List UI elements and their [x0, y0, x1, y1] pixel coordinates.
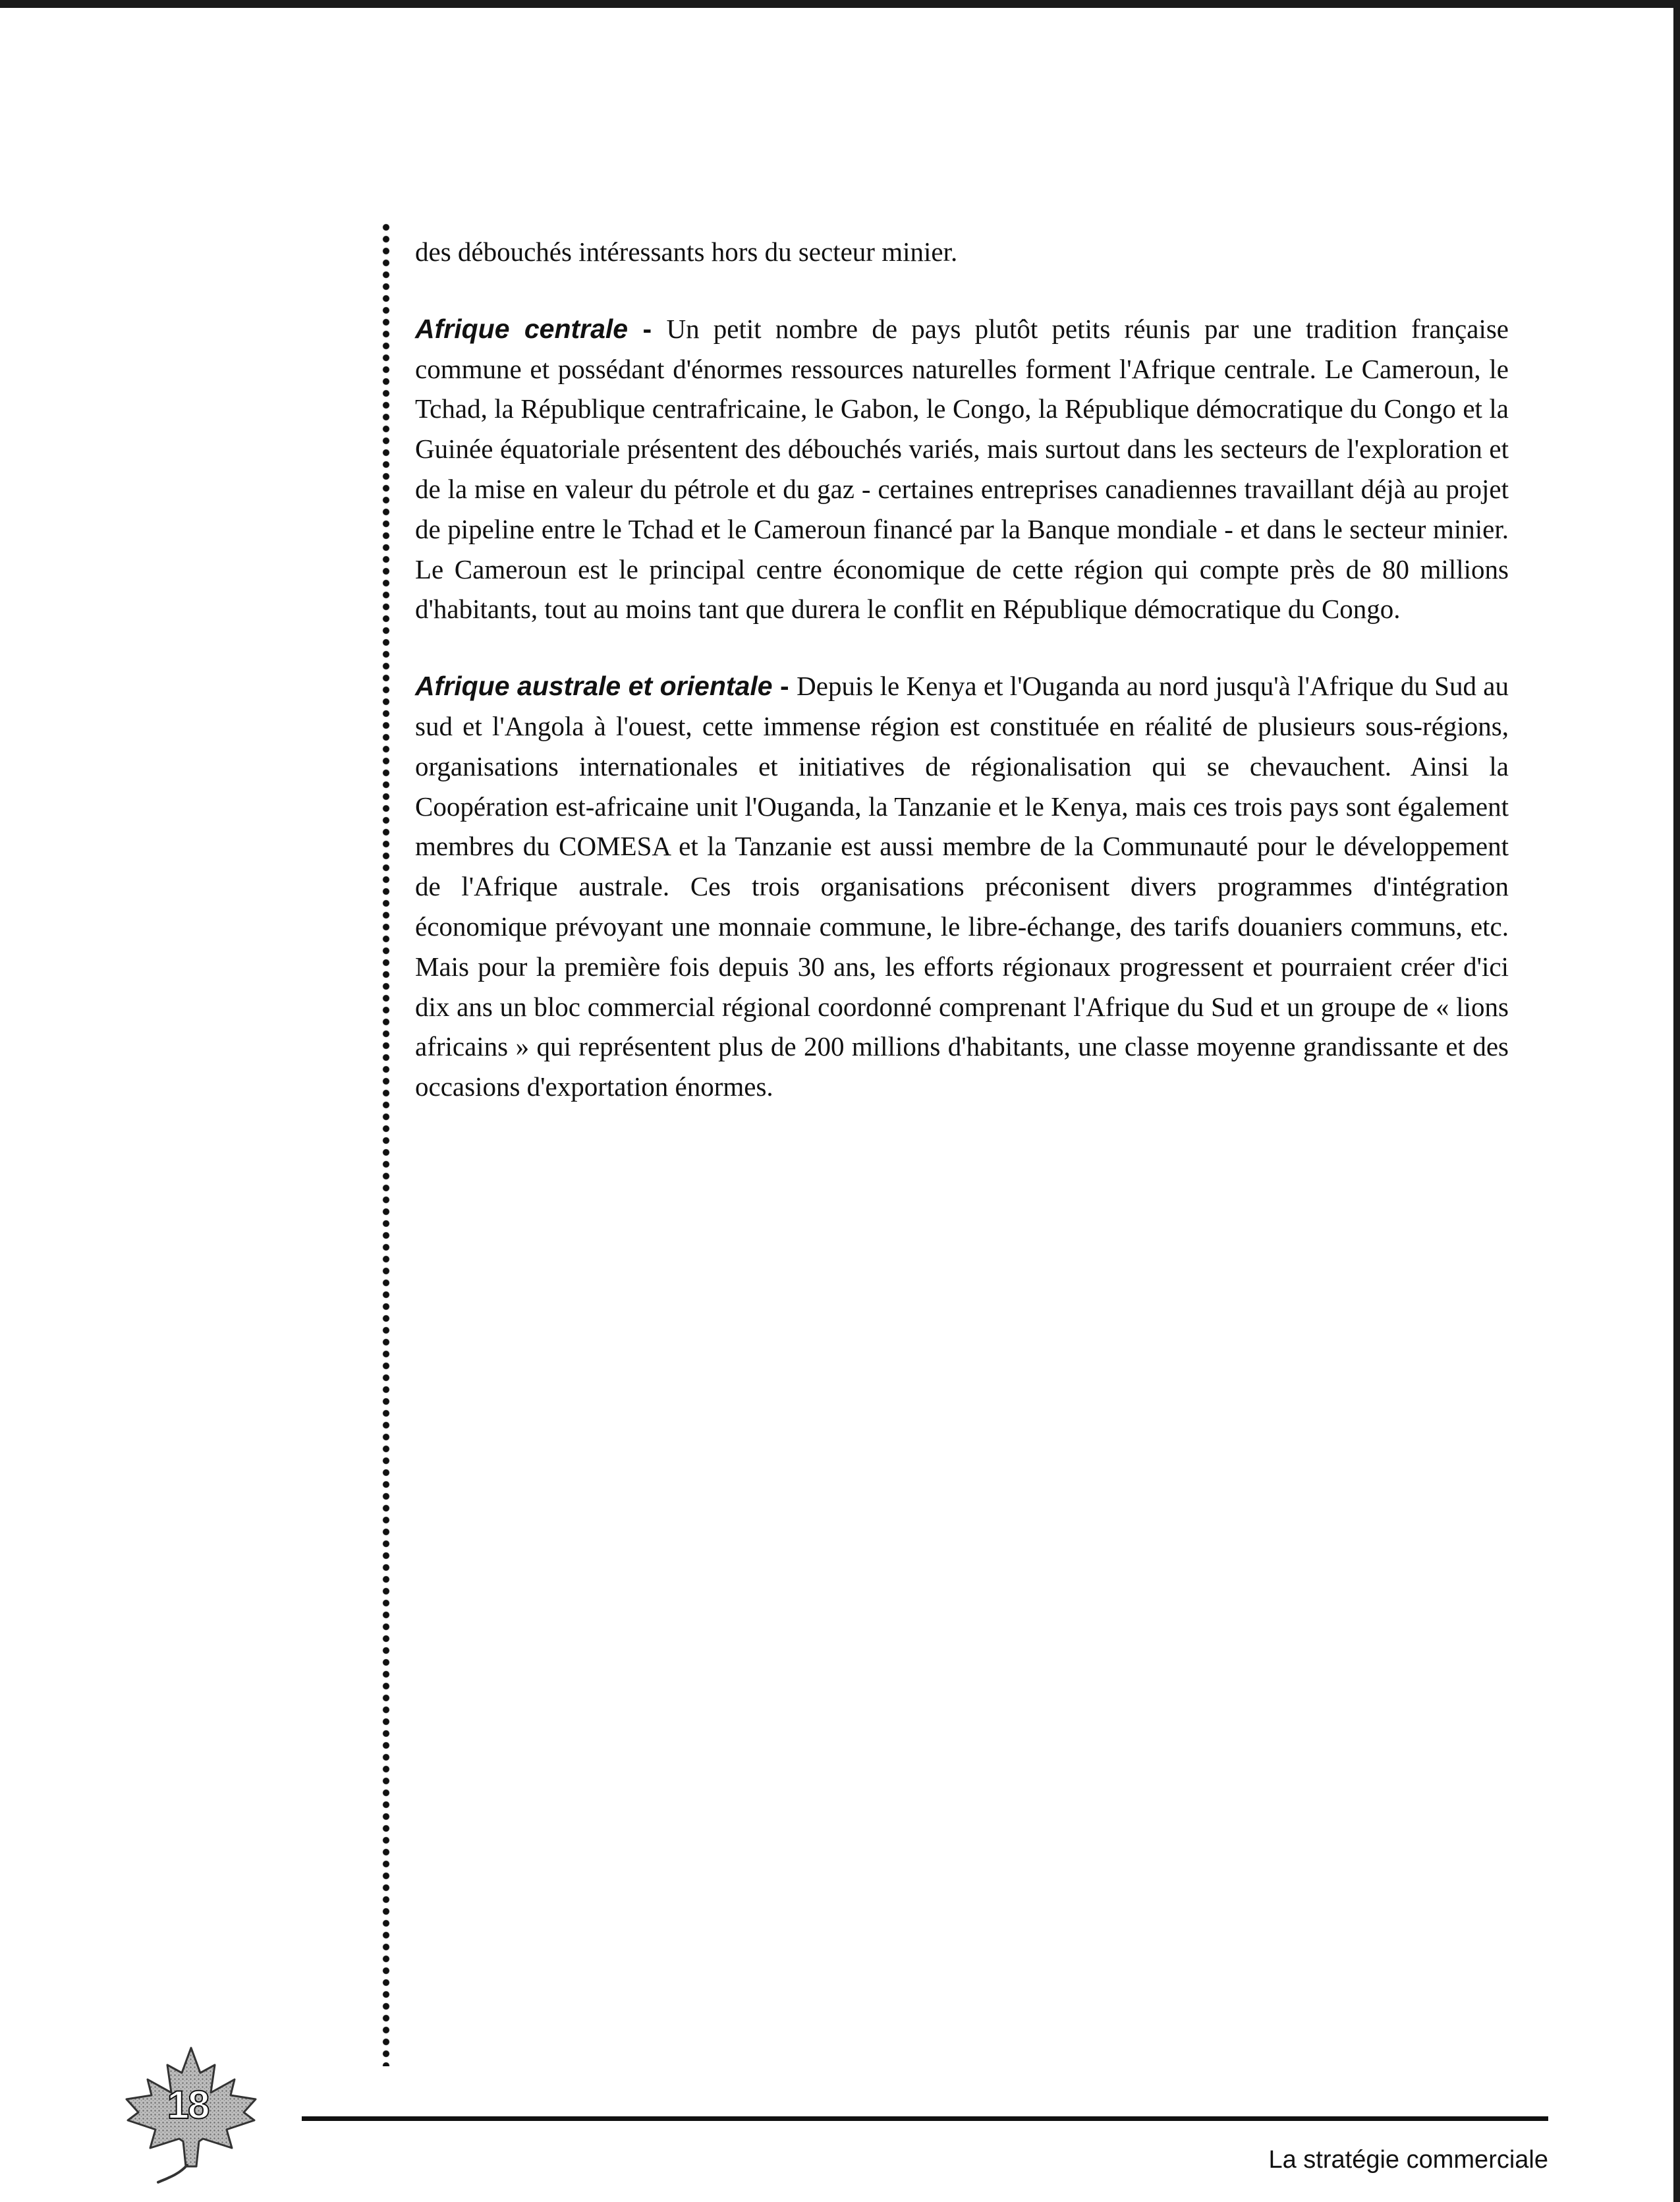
intro-paragraph	[415, 232, 1509, 272]
intro-text: des débouchés intéressants hors du secteur minier.	[415, 237, 958, 267]
dotted-margin-rule	[381, 221, 391, 2066]
central-africa-heading: Afrique centrale	[415, 313, 629, 344]
page-number: 18	[167, 2083, 209, 2127]
southern-eastern-africa-text: Depuis le Kenya et l'Ouganda au nord jusqu'à l'Afrique du Sud au sud et l'Angola à l'ouest, cette immense région est constituée en réalité de plusieurs sous-régions, organisations internationales et initiatives de régionalisation qui se chevauchent. Ainsi la Coopération est-africaine unit l'Ouganda, la Tanzanie et le Kenya, mais ces trois pays sont également membres du COMESA et la Tanzanie est aussi membre de la Communauté pour le développement de l'Afrique australe. Ces trois organisations préconisent divers programmes d'intégration économique prévoyant une monnaie commune, le libre-échange, des tarifs douaniers communs, etc. Mais pour la première fois depuis 30 ans, les efforts régionaux progressent et pourraient créer d'ici dix ans un bloc commercial régional coordonné comprenant l'Afrique du Sud et un groupe de « lions africains » qui représentent plus de 200 millions d'habitants, une classe moyenne grandissante et des occasions d'exportation énormes.	[415, 671, 1509, 1102]
scan-edge-top	[0, 0, 1680, 8]
scan-edge-right	[1673, 0, 1680, 2202]
central-africa-separator: -	[628, 313, 667, 344]
southern-eastern-africa-separator: -	[772, 671, 797, 702]
southern-eastern-africa-heading: Afrique australe et orientale	[415, 671, 773, 702]
body-text	[415, 232, 1509, 1107]
central-africa-text: Un petit nombre de pays plutôt petits réunis par une tradition française commune et possédant d'énormes ressources naturelles forment l'Afrique centrale. Le Cameroun, le Tchad, la République centrafricaine, le Gabon, le Congo, la République démocratique du Congo et la Guinée équatoriale présentent des débouchés variés, mais surtout dans les secteurs de l'exploration et de la mise en valeur du pétrole et du gaz - certaines entreprises canadiennes travaillant déjà au projet de pipeline entre le Tchad et le Cameroun financé par la Banque mondiale - et dans le secteur minier. Le Cameroun est le principal centre économique de cette région qui compte près de 80 millions d'habitants, tout au moins tant que durera le conflit en République démocratique du Congo.	[415, 313, 1509, 625]
running-footer-title: La stratégie commerciale	[1268, 2146, 1548, 2174]
footer-rule	[302, 2116, 1548, 2121]
southern-eastern-africa-paragraph	[415, 666, 1509, 1107]
central-africa-paragraph	[415, 309, 1509, 629]
